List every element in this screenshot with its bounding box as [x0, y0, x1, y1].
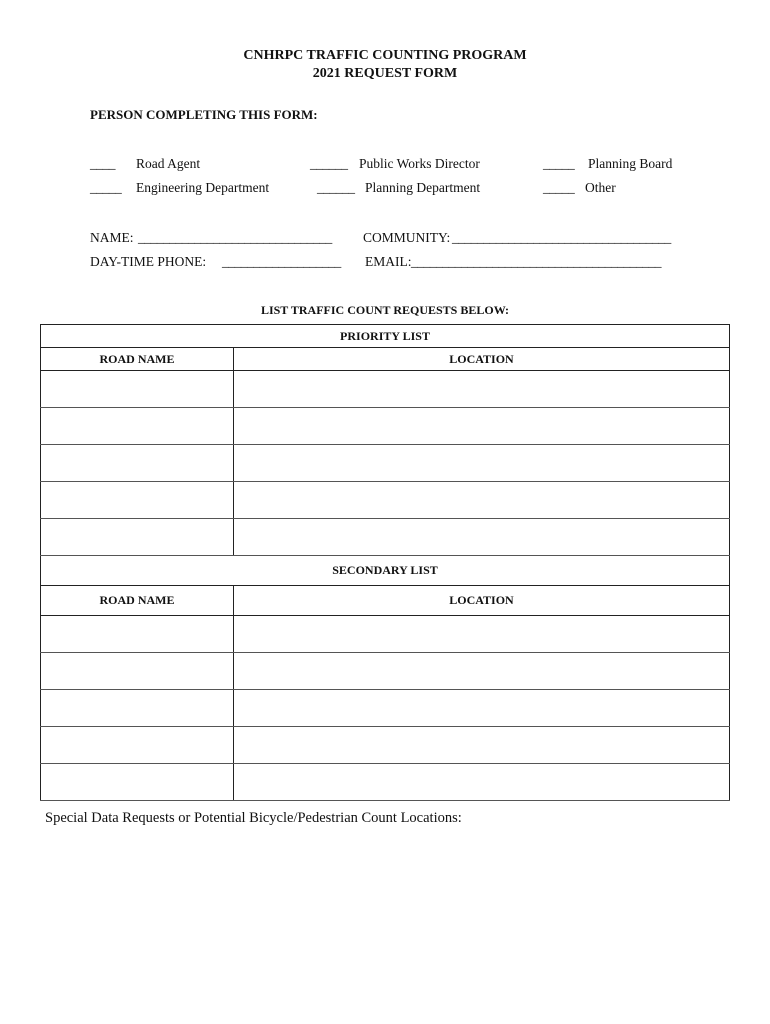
- priority-road-cell[interactable]: [41, 482, 234, 519]
- priority-location-header: LOCATION: [234, 348, 730, 371]
- secondary-location-header: LOCATION: [234, 586, 730, 616]
- table-row: [41, 445, 730, 482]
- table-row: [41, 519, 730, 556]
- community-label: COMMUNITY:: [363, 230, 451, 245]
- special-requests-area[interactable]: [45, 835, 730, 995]
- priority-location-cell[interactable]: [234, 445, 730, 482]
- priority-location-cell[interactable]: [234, 371, 730, 408]
- public-works-director-label: Public Works Director: [359, 156, 480, 171]
- table-row: [41, 482, 730, 519]
- secondary-location-cell[interactable]: [234, 727, 730, 764]
- secondary-road-cell[interactable]: [41, 690, 234, 727]
- form-title: CNHRPC TRAFFIC COUNTING PROGRAM: [243, 48, 527, 63]
- person-heading: PERSON COMPLETING THIS FORM:: [90, 107, 318, 122]
- secondary-location-cell[interactable]: [234, 764, 730, 801]
- table-row: [41, 690, 730, 727]
- secondary-road-cell[interactable]: [41, 616, 234, 653]
- email-label: EMAIL:: [365, 254, 412, 269]
- priority-list-caption: PRIORITY LIST: [41, 325, 730, 348]
- phone-label: DAY-TIME PHONE:: [90, 254, 207, 269]
- community-field[interactable]: ___________________________________: [452, 230, 671, 245]
- planning-department-blank[interactable]: ______: [317, 180, 355, 195]
- special-requests-label: Special Data Requests or Potential Bicycle/Pedestrian Count Locations:: [45, 810, 462, 826]
- secondary-road-name-header: ROAD NAME: [41, 586, 234, 616]
- email-field[interactable]: ________________________________________: [411, 254, 661, 269]
- secondary-location-cell[interactable]: [234, 616, 730, 653]
- table-row: [41, 653, 730, 690]
- table-row: [41, 408, 730, 445]
- other-label: Other: [585, 180, 616, 195]
- table-row: [41, 371, 730, 408]
- road-agent-label: Road Agent: [136, 156, 201, 171]
- secondary-list-caption: SECONDARY LIST: [41, 556, 730, 586]
- planning-department-label: Planning Department: [365, 180, 481, 195]
- priority-road-cell[interactable]: [41, 408, 234, 445]
- priority-road-cell[interactable]: [41, 519, 234, 556]
- table-row: [41, 616, 730, 653]
- priority-location-cell[interactable]: [234, 482, 730, 519]
- priority-location-cell[interactable]: [234, 519, 730, 556]
- secondary-location-cell[interactable]: [234, 653, 730, 690]
- priority-road-cell[interactable]: [41, 445, 234, 482]
- engineering-department-blank[interactable]: _____: [90, 180, 122, 195]
- phone-field[interactable]: ___________________: [222, 254, 341, 269]
- priority-road-cell[interactable]: [41, 371, 234, 408]
- public-works-director-blank[interactable]: ______: [310, 156, 348, 171]
- secondary-road-cell[interactable]: [41, 727, 234, 764]
- planning-board-label: Planning Board: [588, 156, 673, 171]
- other-blank[interactable]: _____: [543, 180, 575, 195]
- table-row: [41, 727, 730, 764]
- priority-location-cell[interactable]: [234, 408, 730, 445]
- planning-board-blank[interactable]: _____: [543, 156, 575, 171]
- secondary-road-cell[interactable]: [41, 764, 234, 801]
- table-row: [41, 764, 730, 801]
- requests-heading: LIST TRAFFIC COUNT REQUESTS BELOW:: [260, 303, 510, 317]
- priority-road-name-header: ROAD NAME: [41, 348, 234, 371]
- name-field[interactable]: _______________________________: [138, 230, 332, 245]
- form-subtitle: 2021 REQUEST FORM: [312, 66, 458, 81]
- secondary-location-cell[interactable]: [234, 690, 730, 727]
- priority-table: [40, 324, 730, 801]
- name-label: NAME:: [90, 230, 134, 245]
- secondary-road-cell[interactable]: [41, 653, 234, 690]
- engineering-department-label: Engineering Department: [136, 180, 270, 195]
- road-agent-blank[interactable]: ____: [90, 156, 115, 171]
